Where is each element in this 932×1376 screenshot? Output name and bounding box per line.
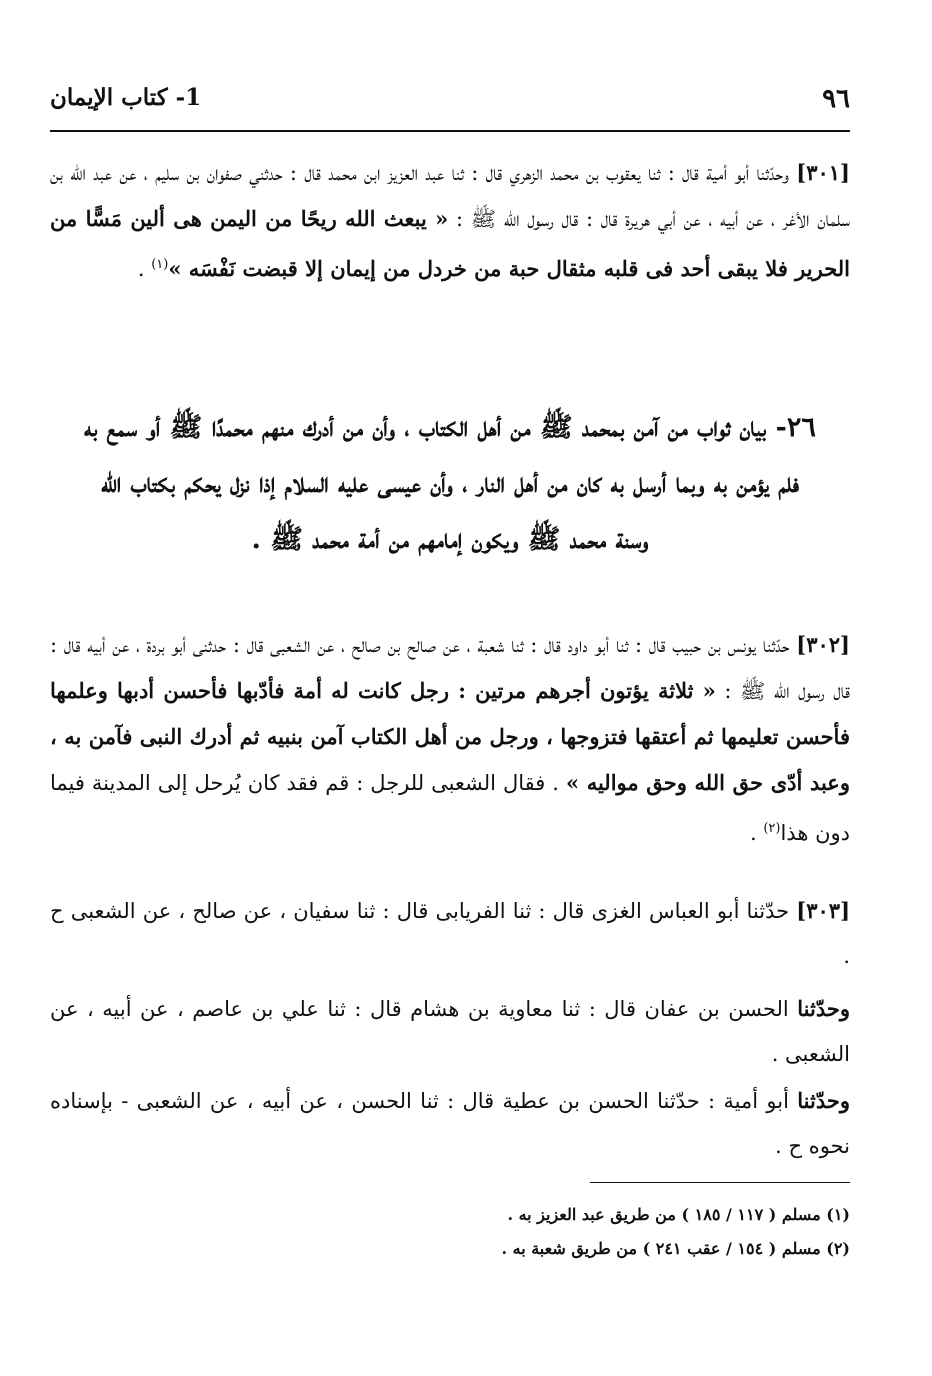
hadith-302 (50, 622, 850, 856)
footnote-2: (٢) مسلم ( ١٥٤ / عقب ٢٤١ ) من طريق شعبة به . (501, 1239, 850, 1258)
hadith-paragraph: الحسن بن عفان قال : ثنا معاوية بن هشام قال : ثنا علي بن عاصم ، عن أبيه ، عن الشعبى . (50, 997, 850, 1066)
footnote-marker: (٢) (763, 821, 781, 836)
footnote-1: (١) مسلم ( ١١٧ / ١٨٥ ) من طريق عبد العزيز به . (507, 1205, 850, 1224)
chapter-heading: ٢٦- بيان ثواب من آمن بمحمد ﷺ من أهل الكتاب ، وأن من أدرك منهم محمدًا ﷺ أو سمع به فلم يؤمن به وبما أرسل به كان من أهل النار ، وأن عيسى عليه السلام إذا نزل يحكم بكتاب الله وسنة محمد ﷺ ويكون إمامهم من أمة محمد ﷺ . (84, 412, 816, 555)
hadith-isnad: حدّثنا يونس بن حبيب قال : ثنا أبو داود قال : ثنا شعبة ، عن صالح بن صالح ، عن الشعبى قال : حدثنى أبو بردة ، عن أبيه قال : قال رسول الله ﷺ : (50, 633, 851, 703)
chain-lead: وحدّثنا (797, 1088, 850, 1113)
hadith-303-chain-2 (50, 986, 850, 1077)
running-title: 1- كتاب الإيمان (50, 84, 202, 111)
hadith-number: [٣٠٢] (796, 632, 850, 657)
chain-lead: وحدّثنا (797, 996, 850, 1021)
hadith-303 (50, 888, 850, 979)
hadith-isnad: وحدّثنا أبو أمية قال : ثنا يعقوب بن محمد الزهري قال : ثنا عبد العزيز ابن محمد قال : حدثني صفوان بن سليم ، عن عبد الله بن سلمان الأغر ، عن أبيه ، عن أبي هريرة قال : قال رسول الله ﷺ : (50, 161, 851, 231)
footnote-marker: (١) (151, 257, 169, 272)
hadith-commentary: . فقال الشعبى للرجل : قم فقد كان يُرحل إلى المدينة فيما دون هذا (50, 771, 850, 845)
hadith-301 (50, 150, 850, 292)
hadith-ending: . (137, 257, 145, 281)
page-header (50, 84, 850, 118)
hadith-ending: . (749, 821, 757, 845)
footnote-rule (590, 1182, 850, 1183)
hadith-number: [٣٠٣] (796, 898, 850, 923)
hadith-303-chain-3 (50, 1078, 850, 1169)
page-number: ٩٦ (822, 84, 850, 114)
hadith-number: [٣٠١] (796, 160, 850, 185)
header-rule (50, 130, 850, 132)
hadith-matn: « يبعث الله ريحًا من اليمن هى ألين مَسًّا من الحرير فلا يبقى أحد فى قلبه مثقال حبة من خردل من إيمان إلا قبضت نَفْسَه » (50, 206, 850, 281)
hadith-matn: « ثلاثة يؤتون أجرهم مرتين : رجل كانت له أمة فأدّبها فأحسن أدبها وعلمها فأحسن تعليمها ثم أعتقها فتزوجها ، ورجل من أهل الكتاب آمن بنبيه ثم أدرك النبى فآمن به ، وعبد أدّى حق الله وحق مواليه » (50, 678, 850, 795)
hadith-paragraph: أبو أمية : حدّثنا الحسن بن عطية قال : ثنا الحسن ، عن أبيه ، عن الشعبى - بإسناده نحوه ح . (50, 1089, 850, 1158)
hadith-paragraph: حدّثنا أبو العباس الغزى قال : ثنا الفريابى قال : ثنا سفيان ، عن صالح ، عن الشعبى ح . (50, 899, 850, 968)
footnotes (300, 1198, 850, 1266)
